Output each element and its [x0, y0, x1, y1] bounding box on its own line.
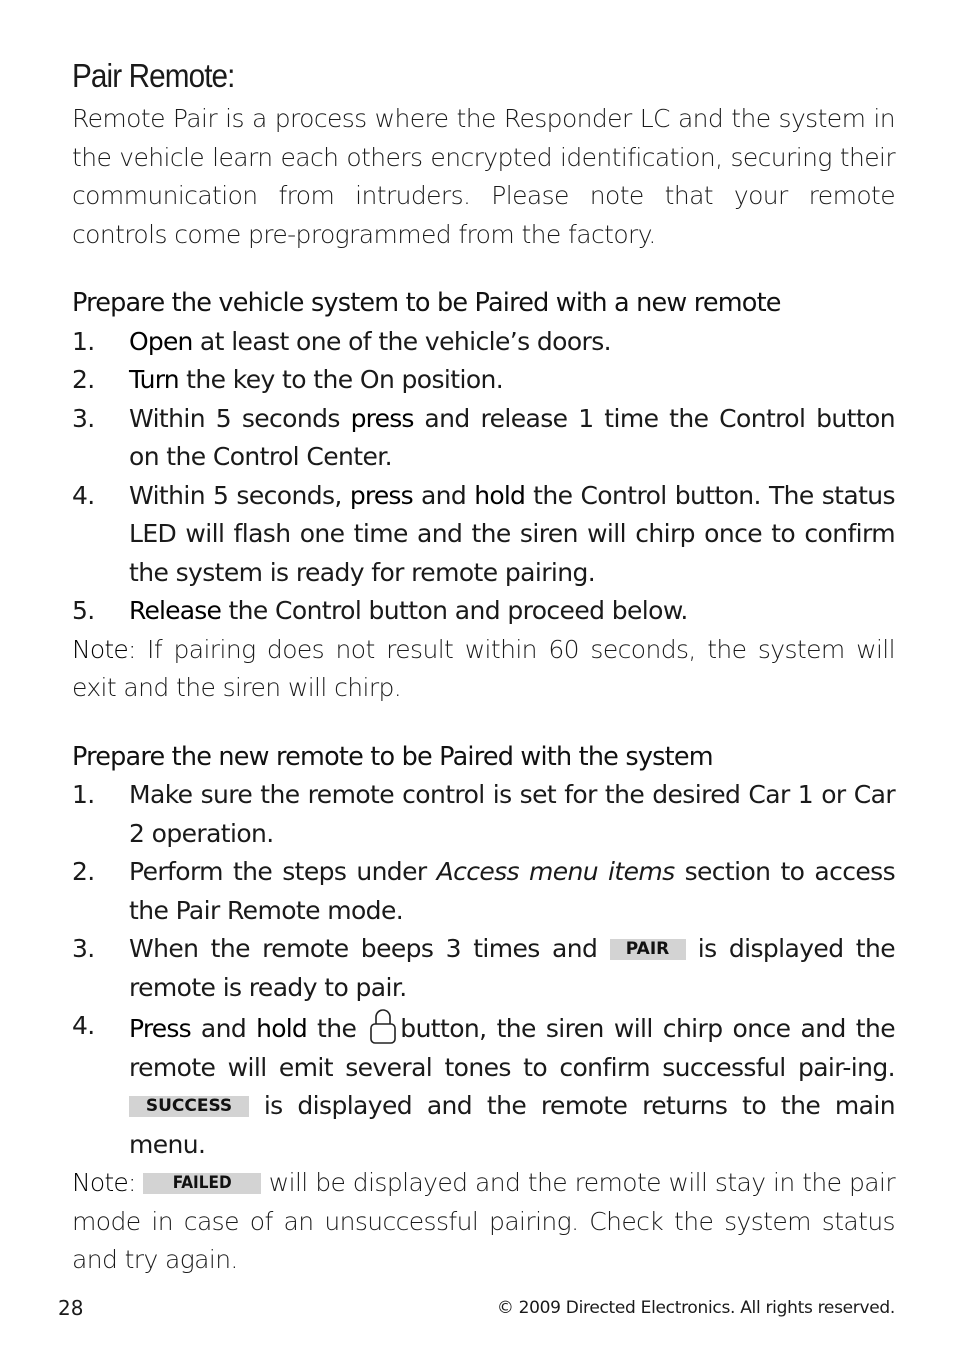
section2-heading: Prepare the new remote to be Paired with the system	[72, 741, 713, 772]
step-number: 2.	[72, 365, 95, 394]
step-mid: and	[412, 480, 475, 510]
manual-page	[72, 56, 895, 1280]
lock-icon	[368, 1007, 398, 1045]
page-title: Pair Remote:	[72, 57, 235, 94]
step-text: at least one of the vehicle’s doors.	[192, 326, 611, 356]
list-item	[72, 400, 895, 477]
step-text: the Control button and proceed below.	[221, 596, 688, 625]
step-number: 2.	[72, 857, 95, 886]
step-number: 4.	[72, 1011, 95, 1040]
step-number: 1.	[72, 326, 95, 356]
note-label: Note:	[72, 1168, 136, 1197]
step-text: is displayed the remote is ready to pair.	[129, 934, 895, 1002]
step-number: 4.	[72, 480, 95, 510]
step-action: Open	[129, 326, 193, 356]
section1-note	[72, 631, 895, 708]
step-action-2: hold	[474, 480, 526, 510]
list-item	[72, 477, 895, 593]
step-mid-2: the	[306, 1014, 367, 1043]
intro-paragraph: Remote Pair is a process where the Responder LC and the system in the vehicle learn each others encrypted identification, securing their communication from intruders. Please note that your remote controls come pre-programmed from the factory.	[72, 104, 895, 249]
pair-display-badge: PAIR	[610, 939, 686, 960]
note-label: Note:	[72, 634, 136, 664]
copyright-notice: © 2009 Directed Electronics. All rights reserved.	[496, 1298, 895, 1318]
note-text: will be displayed and the remote will stay in the pair mode in case of an unsuccessful pairing. Check the system status and try again.	[72, 1168, 895, 1274]
step-pre: When the remote beeps 3 times and	[129, 934, 610, 963]
list-item	[72, 1007, 895, 1164]
list-item	[72, 361, 895, 400]
section2-note	[72, 1164, 895, 1280]
step-text: and release 1 time the Control button on the Control Center.	[129, 403, 895, 471]
step-number: 3.	[72, 934, 95, 963]
note-text: If pairing does not result within 60 seconds, the system will exit and the siren will chirp.	[72, 634, 895, 702]
step-mid: and	[190, 1014, 257, 1043]
section1-steps	[72, 323, 895, 631]
step-number: 5.	[72, 596, 95, 625]
step-action: press	[350, 403, 414, 433]
step-text: section to access the Pair Remote mode.	[129, 857, 895, 925]
step-text: Make sure the remote control is set for the desired Car 1 or Car 2 operation.	[129, 780, 895, 848]
failed-display-badge: FAILED	[143, 1173, 261, 1194]
step-pre: Perform the steps under	[129, 857, 437, 886]
step-pre: Within 5 seconds,	[129, 480, 350, 510]
step-action: Turn	[129, 365, 179, 394]
step-action: Release	[129, 596, 222, 625]
list-item	[72, 930, 895, 1007]
list-item	[72, 592, 895, 631]
step-number: 1.	[72, 780, 95, 809]
step-pre: Within 5 seconds	[129, 403, 351, 433]
page-number: 28	[58, 1296, 84, 1320]
section1-heading: Prepare the vehicle system to be Paired with a new remote	[72, 288, 781, 318]
step-action: press	[349, 480, 413, 510]
step-text: the key to the On position.	[178, 365, 504, 394]
list-item	[72, 776, 895, 853]
success-display-badge: SUCCESS	[129, 1096, 249, 1117]
list-item	[72, 323, 895, 362]
section2-steps	[72, 776, 895, 1164]
step-action: Press	[129, 1014, 191, 1043]
list-item	[72, 853, 895, 930]
step-text-2: is displayed and the remote returns to the main menu.	[129, 1091, 895, 1159]
step-text: button, the siren will chirp once and the remote will emit several tones to confirm successful pair-ing.	[129, 1014, 895, 1082]
step-action-2: hold	[256, 1014, 307, 1043]
step-reference: Access menu items	[436, 857, 675, 886]
step-number: 3.	[72, 403, 95, 433]
step-text: the Control button. The status LED will flash one time and the siren will chirp once to confirm the system is ready for remote pairing.	[129, 480, 895, 587]
